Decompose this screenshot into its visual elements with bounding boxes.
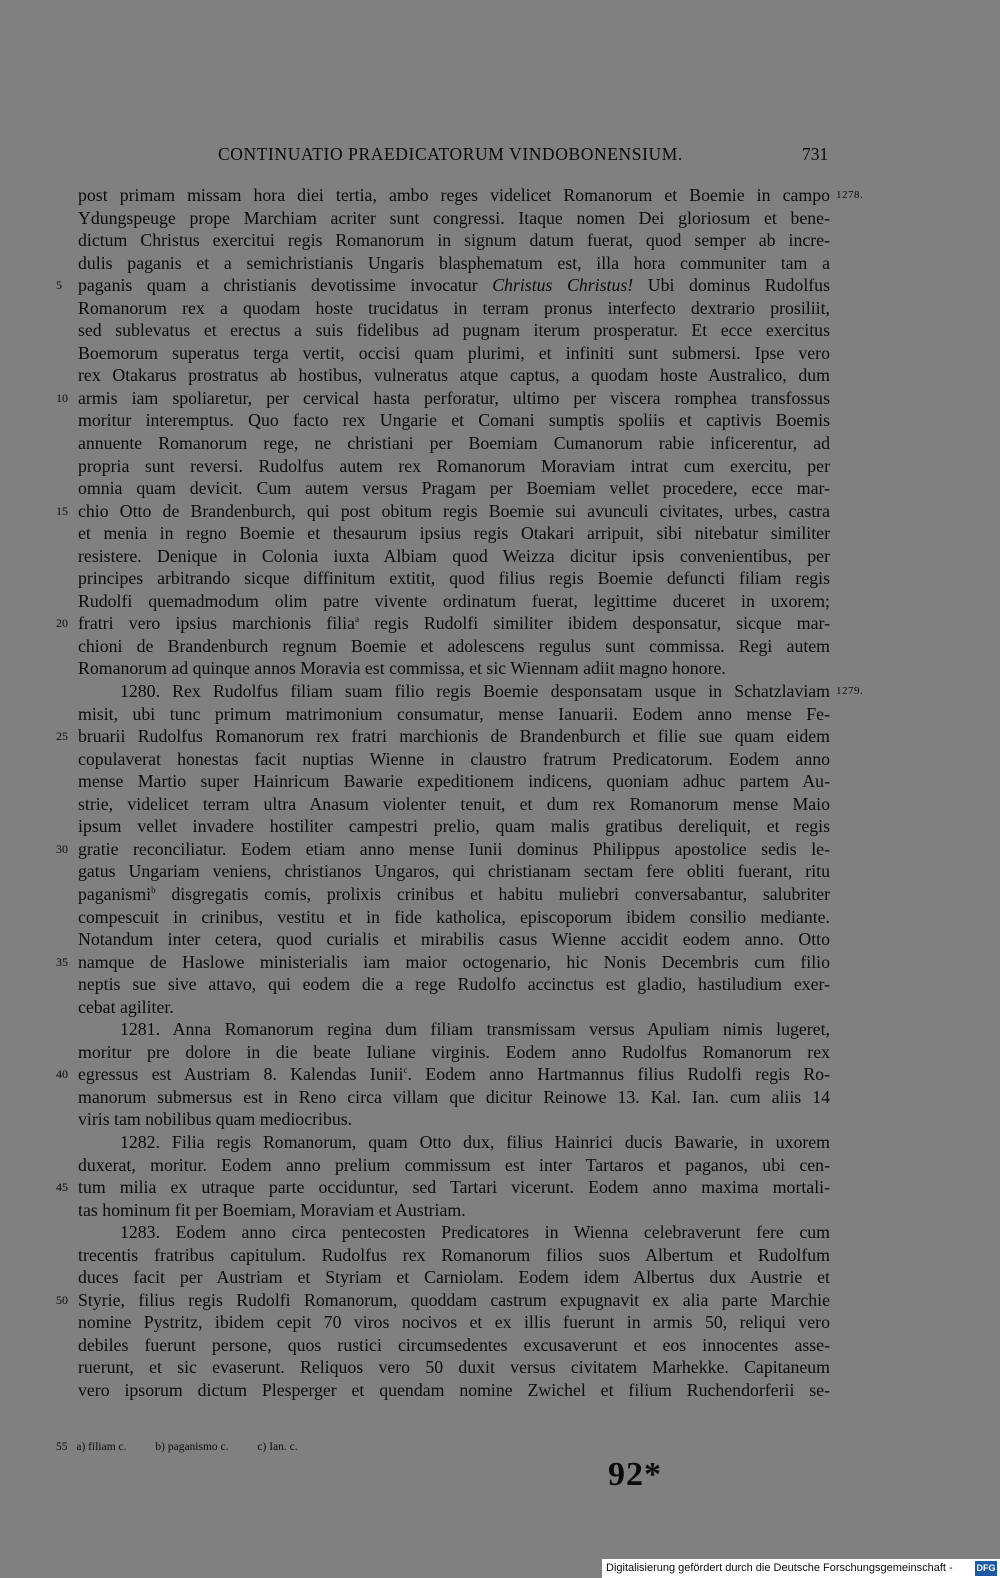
text-line — [78, 1266, 830, 1289]
text-line — [78, 748, 830, 771]
text-line — [78, 477, 830, 500]
line-text: dictum Christus exercitui regis Romanorum in signum datum fuerat, quod semper ab incre- — [78, 230, 830, 251]
line-text: resistere. Denique in Colonia iuxta Albiam quod Weizza dicitur ipsis convenientibus, per — [78, 545, 830, 566]
text-line — [78, 1131, 830, 1154]
text-line — [78, 1311, 830, 1334]
line-text: chio Otto de Brandenburch, qui post obitum regis Boemie sui avunculi civitates, urbes, castra — [78, 500, 830, 521]
footnote-marker: b — [151, 885, 156, 896]
text-line — [78, 883, 830, 906]
line-text: duces facit per Austriam et Styriam et Carniolam. Eodem idem Albertus dux Austrie et — [78, 1267, 830, 1288]
line-text: Ydungspeuge prope Marchiam acriter sunt congressi. Itaque nomen Dei gloriosum et bene- — [78, 207, 830, 228]
funding-credit: Digitalisierung gefördert durch die Deutsche Forschungsgemeinschaft - — [606, 1562, 953, 1574]
line-text: neptis sue sive attavo, qui eodem die a rege Rudolfo accinctus est gladio, hastiludium exer- — [78, 974, 830, 995]
line-text: fratri vero ipsius marchionis filia — [78, 613, 355, 634]
text-line — [56, 951, 830, 974]
text-line — [78, 815, 830, 838]
text-line — [78, 1199, 830, 1222]
line-text: cebat agiliter. — [78, 996, 174, 1017]
text-line — [56, 387, 830, 410]
text-line — [78, 860, 830, 883]
text-line — [78, 545, 830, 568]
text-line — [78, 342, 830, 365]
text-line — [78, 1244, 830, 1267]
running-title: CONTINUATIO PRAEDICATORUM VINDOBONENSIUM. — [218, 144, 683, 164]
text-line — [78, 973, 830, 996]
line-text: gratie reconciliatur. Eodem etiam anno mense Iunii dominus Philippus apostolice sedis le- — [78, 838, 830, 859]
text-line — [78, 319, 830, 342]
text-line — [78, 680, 864, 703]
text-line — [78, 1086, 830, 1109]
line-text: Boemorum superatus terga vertit, occisi quam plurimi, et infiniti sunt submersi. Ipse vero — [78, 342, 830, 363]
text-line — [56, 838, 830, 861]
text-line — [78, 1379, 830, 1402]
line-text: 1282. Filia regis Romanorum, quam Otto dux, filius Hainrici ducis Bawarie, in uxorem — [120, 1131, 830, 1152]
line-text: regis Rudolfi similiter ibidem desponsatur, sicque mar- — [358, 613, 830, 634]
line-text: viris tam nobilibus quam mediocribus. — [78, 1109, 353, 1130]
text-line — [78, 1356, 830, 1379]
line-text: omnia quam devicit. Cum autem versus Pragam per Boemiam vellet procedere, ecce mar- — [78, 478, 830, 499]
text-line — [78, 770, 830, 793]
line-text: Notandum inter cetera, quod curialis et mirabilis casus Wienne accidit eodem anno. Otto — [78, 929, 830, 950]
line-text: paganismi — [78, 883, 152, 904]
line-text: 1283. Eodem anno circa pentecosten Predicatores in Wienna celebraverunt fere cum — [120, 1222, 830, 1243]
text-line — [78, 184, 864, 207]
line-text: paganis quam a christianis devotissime invocatur — [78, 275, 493, 296]
text-line — [78, 252, 830, 275]
footnote-marker: a — [354, 614, 359, 625]
text-line — [78, 996, 830, 1019]
line-text: principes arbitrando sicque diffinitum extitit, quod filius regis Boemie defuncti filiam regis — [78, 568, 830, 589]
margin-year: 1279. — [836, 685, 864, 698]
text-line — [78, 657, 830, 680]
line-text: Ubi dominus Rudolfus — [633, 275, 830, 296]
text-line — [78, 1334, 830, 1357]
line-text: nomine Pystritz, ibidem cepit 70 viros nocivos et ex illis fuerunt in armis 50, reliqui vero — [78, 1312, 830, 1333]
text-line — [78, 1018, 830, 1041]
text-line — [78, 455, 830, 478]
line-text: moritur pre dolore in die beate Iuliane virginis. Eodem anno Rudolfus Romanorum rex — [78, 1041, 830, 1062]
line-number: 20 — [56, 616, 68, 631]
line-number: 40 — [56, 1067, 68, 1082]
text-line — [78, 567, 830, 590]
line-text: strie, videlicet terram ultra Anasum violenter tenuit, et dum rex Romanorum mense Maio — [78, 793, 830, 814]
line-text: Romanorum ad quinque annos Moravia est commissa, et sic Wiennam adiit magno honore. — [78, 658, 726, 679]
text-line — [78, 1108, 830, 1131]
text-line — [56, 274, 830, 297]
text-line — [78, 409, 830, 432]
sheet-signature: 92* — [608, 1456, 662, 1493]
line-text: propria sunt reversi. Rudolfus autem rex Romanorum Moraviam intrat cum exercitu, per — [78, 455, 830, 476]
line-number: 5 — [56, 278, 62, 293]
line-number: 10 — [56, 390, 68, 405]
line-text: post primam missam hora diei tertia, ambo reges videlicet Romanorum et Boemie in campo — [78, 185, 830, 205]
text-line — [78, 1041, 830, 1064]
line-text: misit, ubi tunc primum matrimonium consumatur, mense Ianuarii. Eodem anno mense Fe- — [78, 703, 830, 724]
line-text: sed sublevatus et erectus a suis fidelibus ad pugnam iterum prosperatur. Et ecce exercitus — [78, 320, 830, 341]
page-number: 731 — [802, 144, 829, 164]
line-text: . Eodem anno Hartmannus filius Rudolfi regis Ro- — [407, 1064, 830, 1085]
text-line — [78, 906, 830, 929]
line-text: gatus Ungariam veniens, christianos Ungaros, qui christianam sectam fere obliti fuerant, ritu — [78, 861, 830, 882]
text-line — [56, 725, 830, 748]
line-text: bruarii Rudolfus Romanorum rex fratri marchionis de Brandenburch et filie sue quam eidem — [78, 726, 830, 747]
line-text: egressus est Austriam 8. Kalendas Iunii — [78, 1064, 404, 1085]
dfg-logo-icon: DFG — [975, 1561, 997, 1576]
line-text: duxerat, moritur. Eodem anno prelium commissum est inter Tartaros et paganos, ubi cen- — [78, 1154, 830, 1175]
text-line — [78, 635, 830, 658]
line-text: ipsum vellet invadere hostiliter campestri prelio, quam malis gratibus dereliquit, et regis — [78, 816, 830, 837]
text-line — [78, 1154, 830, 1177]
line-text: Styrie, filius regis Rudolfi Romanorum, quoddam castrum expugnavit ex alia parte Marchie — [78, 1289, 830, 1310]
line-text: armis iam spoliaretur, per cervical hasta perforatur, ultimo per viscera romphea transfossus — [78, 387, 830, 408]
line-text: copulaverat honestas facit nuptias Wienne in claustro fratrum Predicatorum. Eodem anno — [78, 748, 830, 769]
line-number: 50 — [56, 1292, 68, 1307]
text-line — [56, 1289, 830, 1312]
text-line — [78, 793, 830, 816]
text-line — [56, 1063, 830, 1086]
text-line — [78, 229, 830, 252]
text-line — [78, 1221, 830, 1244]
text-line — [78, 297, 830, 320]
line-text: Rudolfi quemadmodum olim patre vivente ordinatum fuerat, legittime duceret in uxorem; — [78, 590, 830, 611]
line-text: Romanorum rex a quodam hoste trucidatus in terram pronus interfecto dextrario prosiliit, — [78, 297, 830, 318]
text-line — [78, 590, 830, 613]
line-text: moritur interemptus. Quo facto rex Ungarie et Comani sumptis spoliis et captivis Boemis — [78, 410, 830, 431]
line-text: manorum submersus est in Reno circa villam que dicitur Reinowe 13. Kal. Ian. cum aliis 14 — [78, 1086, 830, 1107]
text-line — [78, 928, 830, 951]
line-text: chioni de Brandenburch regnum Boemie et adolescens regulus sunt commissa. Regi autem — [78, 635, 830, 656]
italic-text: Christus Christus! — [492, 275, 634, 296]
text-line — [56, 612, 830, 635]
line-text: et menia in regno Boemie et thesaurum ipsius regis Otakari arripuit, sibi nitebatur similiter — [78, 523, 830, 544]
line-text: 1281. Anna Romanorum regina dum filiam transmissam versus Apuliam nimis lugeret, — [120, 1019, 830, 1040]
text-line — [78, 522, 830, 545]
line-text: rex Otakarus prostratus ab hostibus, vulneratus atque captus, a quodam hoste Australico, dum — [78, 365, 830, 386]
line-text: annuente Romanorum rege, ne christiani per Boemiam Cumanorum rabie inficerentur, ad — [78, 433, 830, 454]
line-text: trecentis fratribus capitulum. Rudolfus rex Romanorum filios suos Albertum et Rudolfum — [78, 1244, 830, 1265]
footnote-b: b) paganismo c. — [155, 1441, 229, 1453]
line-text: debiles fuerunt persone, quos rustici circumsedentes excusaverunt et eos innocentes asse- — [78, 1334, 830, 1355]
body-text — [56, 184, 864, 1402]
text-line — [78, 703, 830, 726]
footnotes — [56, 1441, 324, 1453]
line-text: ruerunt, et sic evaserunt. Reliquos vero 50 duxit versus civitatem Marhekke. Capitaneum — [78, 1357, 830, 1378]
line-number: 45 — [56, 1180, 68, 1195]
line-text: disgregatis comis, prolixis crinibus et habitu muliebri conversabantur, salubriter — [155, 883, 830, 904]
line-number: 25 — [56, 729, 68, 744]
digitization-footer — [602, 1559, 1000, 1578]
text-line — [78, 432, 830, 455]
text-line — [78, 364, 830, 387]
line-text: dulis paganis et a semichristianis Ungaris blasphematum est, illa hora communiter tam a — [78, 252, 830, 273]
line-text: tas hominum fit per Boemiam, Moraviam et Austriam. — [78, 1199, 466, 1220]
line-text: mense Martio super Hainricum Bawarie expeditionem indicens, quoniam adhuc partem Au- — [78, 771, 830, 792]
text-line — [56, 1176, 830, 1199]
line-number: 30 — [56, 841, 68, 856]
line-number: 15 — [56, 503, 68, 518]
footnote-c: c) Ian. c. — [257, 1441, 298, 1453]
footnote-line-number: 55 — [56, 1441, 68, 1453]
line-text: vero ipsorum dictum Plesperger et quendam nomine Zwichel et filium Ruchendorferii se- — [78, 1379, 830, 1400]
footnote-a: a) filiam c. — [76, 1441, 127, 1453]
line-text: namque de Haslowe ministerialis iam maior octogenario, hic Nonis Decembris cum filio — [78, 951, 830, 972]
line-text: compescuit in crinibus, vestitu et in fide katholica, episcoporum ibidem consilio mediante. — [78, 906, 830, 927]
line-number: 35 — [56, 954, 68, 969]
line-text: 1280. Rex Rudolfus filiam suam filio regis Boemie desponsatam usque in Schatzlaviam — [120, 681, 830, 702]
text-line — [78, 207, 830, 230]
margin-year: 1278. — [836, 189, 864, 201]
line-text: tum milia ex utraque parte occiduntur, sed Tartari vicerunt. Eodem anno maxima mortali- — [78, 1177, 830, 1198]
page-header — [0, 144, 1000, 170]
footnote-marker: c — [403, 1065, 408, 1076]
text-line — [56, 500, 830, 523]
